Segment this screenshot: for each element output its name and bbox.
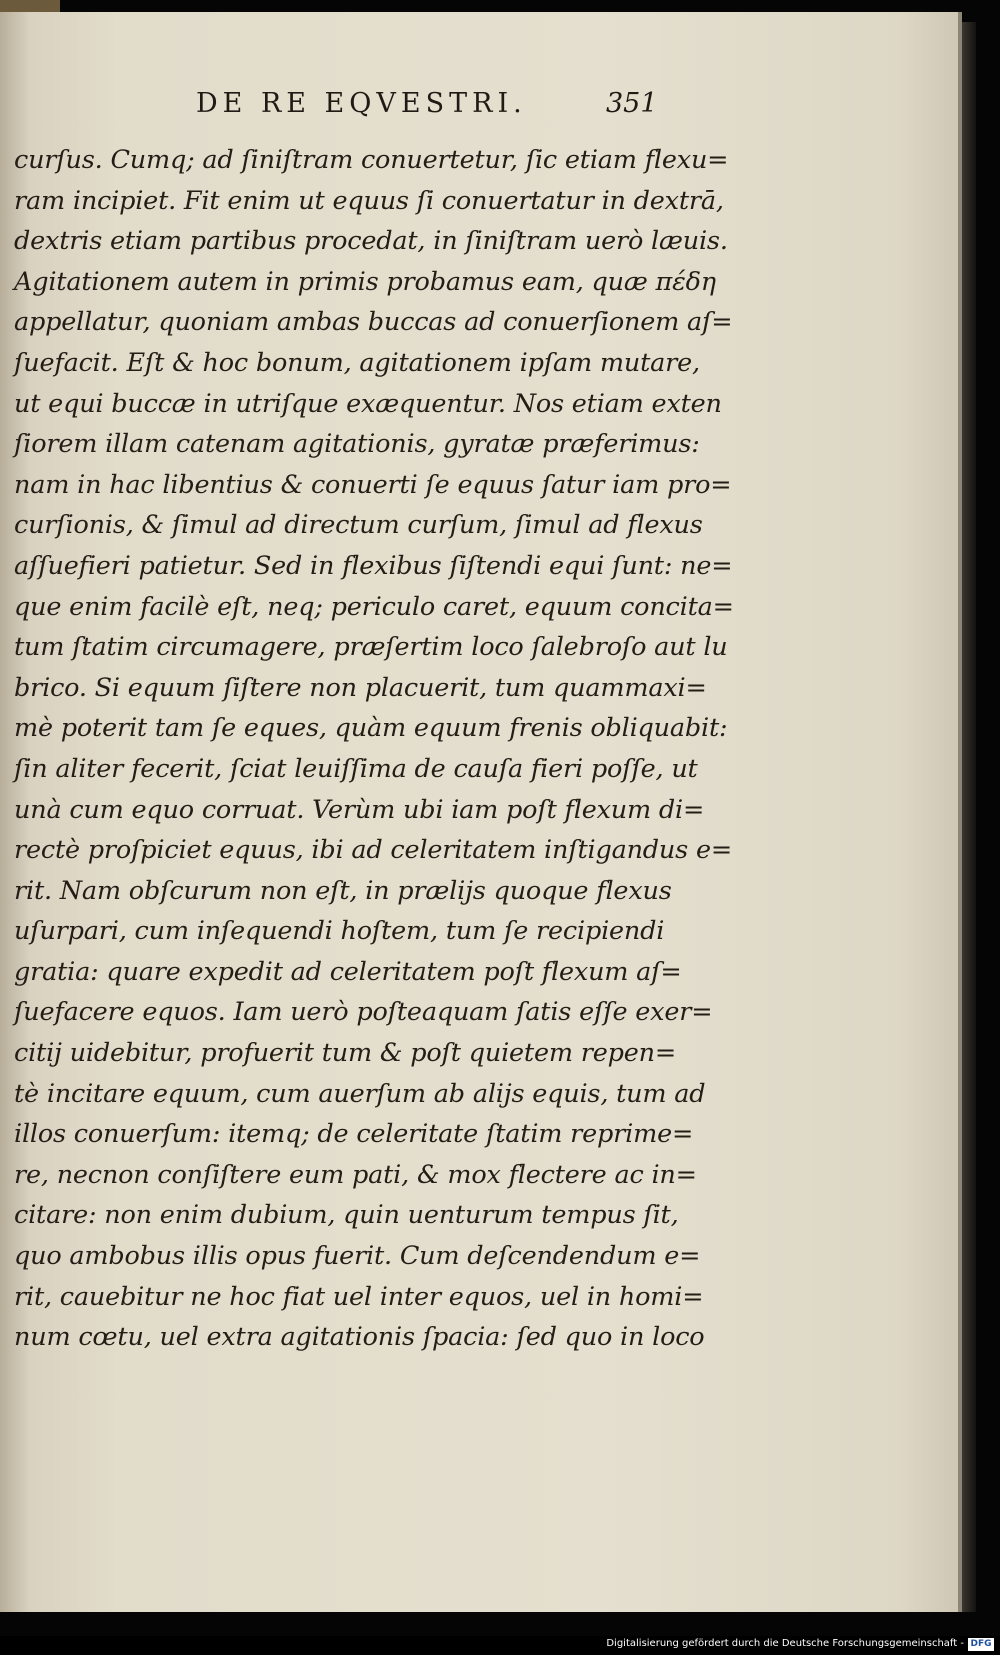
text-line: appellatur, quoniam ambas buccas ad conuerſionem aſ= <box>14 307 733 338</box>
text-line: mè poterit tam ſe eques, quàm equum frenis obliquabit: <box>14 713 728 744</box>
page-header <box>0 88 958 128</box>
funding-credit: Digitalisierung gefördert durch die Deutsche Forschungsgemeinschaft - <box>606 1638 964 1649</box>
text-line: Agitationem autem in primis probamus eam, quæ πέδη <box>14 266 716 297</box>
body-text <box>14 140 734 1358</box>
text-line: quo ambobus illis opus fuerit. Cum deſcendendum e= <box>14 1241 701 1272</box>
page-number: 351 <box>606 88 658 119</box>
text-line: rectè proſpiciet equus, ibi ad celeritatem inſtigandus e= <box>14 835 733 866</box>
text-line: que enim facilè eſt, neq; periculo caret, equum concita= <box>14 591 734 622</box>
text-line: ram incipiet. Fit enim ut equus ſi conuertatur in dextrā, <box>14 185 724 216</box>
text-line: citij uidebitur, profuerit tum & poſt quietem repen= <box>14 1038 677 1069</box>
dfg-logo-icon: DFG <box>968 1638 994 1651</box>
text-line: gratia: quare expedit ad celeritatem poſt flexum aſ= <box>14 956 682 987</box>
text-line: ut equi buccæ in utriſque exæquentur. Nos etiam exten <box>14 388 722 419</box>
text-line: nam in hac libentius & conuerti ſe equus ſatur iam pro= <box>14 469 732 500</box>
text-line: num cœtu, uel extra agitationis ſpacia: ſed quo in loco <box>14 1322 705 1353</box>
running-head: DE RE EQVESTRI. <box>196 88 527 119</box>
text-line: ſiorem illam catenam agitationis, gyratæ præferimus: <box>14 429 700 460</box>
text-line: re, necnon conſiſtere eum pati, & mox flectere ac in= <box>14 1159 697 1190</box>
text-line: ſuefacit. Eſt & hoc bonum, agitationem ipſam mutare, <box>14 347 700 378</box>
text-line: curſionis, & ſimul ad directum curſum, ſimul ad flexus <box>14 510 703 541</box>
text-line: tum ſtatim circumagere, præſertim loco ſalebroſo aut lu <box>14 632 728 663</box>
footer-bar <box>0 1636 1000 1655</box>
text-line: brico. Si equum ſiſtere non placuerit, tum quammaxi= <box>14 672 707 703</box>
text-line: unà cum equo corruat. Verùm ubi iam poſt flexum di= <box>14 794 705 825</box>
text-line: curſus. Cumq; ad ſiniſtram conuertetur, ſic etiam flexu= <box>14 145 729 175</box>
text-line: rit, cauebitur ne hoc fiat uel inter equos, uel in homi= <box>14 1281 704 1312</box>
text-line: dextris etiam partibus procedat, in ſiniſtram uerò læuis. <box>14 226 728 257</box>
text-line: tè incitare equum, cum auerſum ab alijs equis, tum ad <box>14 1078 706 1109</box>
text-line: rit. Nam obſcurum non eſt, in prælijs quoque flexus <box>14 875 672 906</box>
text-line: ſuefacere equos. Iam uerò poſteaquam ſatis eſſe exer= <box>14 997 713 1028</box>
text-line: uſurpari, cum inſequendi hoſtem, tum ſe recipiendi <box>14 916 665 947</box>
book-page <box>0 12 962 1612</box>
text-line: illos conuerſum: itemq; de celeritate ſtatim reprime= <box>14 1119 694 1150</box>
text-line: ſin aliter fecerit, ſciat leuiſſima de cauſa fieri poſſe, ut <box>14 753 698 784</box>
text-line: aſſuefieri patietur. Sed in flexibus ſiſtendi equi ſunt: ne= <box>14 550 733 581</box>
text-line: citare: non enim dubium, quin uenturum tempus ſit, <box>14 1200 679 1231</box>
